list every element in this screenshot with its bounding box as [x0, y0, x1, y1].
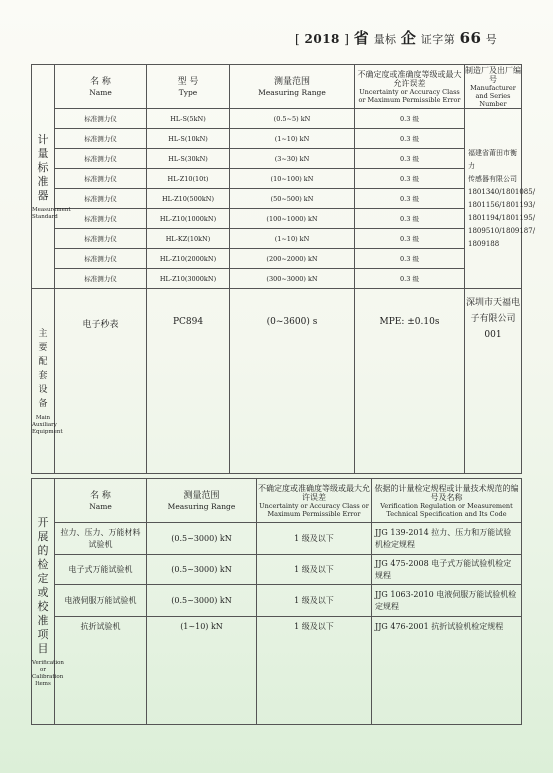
- table-row: 标准测力仪 HL-Z10(500kN) (50~500) kN 0.3 级: [32, 189, 522, 209]
- col-manufacturer-header: 制造厂及出厂编号 Manufacturer and Series Number: [465, 65, 521, 108]
- table-row: 标准测力仪 HL-KZ(10kN) (1~10) kN 0.3 级: [32, 229, 522, 249]
- cert-mid2: 企: [400, 29, 417, 47]
- col-type-header: 型 号 Type: [147, 65, 230, 109]
- aux-accuracy: MPE: ±0.10s: [355, 289, 465, 474]
- table-row: 电子式万能试验机 (0.5~3000) kN 1 级及以下 JJG 475-2008 电子式万能试验机检定规程: [32, 555, 522, 585]
- measurement-standard-label: 计量标准器 Measurement Standard: [32, 65, 55, 289]
- table-row: 电液伺服万能试验机 (0.5~3000) kN 1 级及以下 JJG 1063-2010 电液伺服万能试验机检定规程: [32, 585, 522, 617]
- aux-manufacturer: 深圳市天福电 子有限公司 001: [465, 289, 522, 474]
- items-col-name: 名 称 Name: [55, 479, 147, 523]
- col-name-header: 名 称 Name: [55, 65, 147, 109]
- table-row: 标准测力仪 HL-Z10(10t) (10~100) kN 0.3 级: [32, 169, 522, 189]
- table-row: 标准测力仪 HL-Z10(3000kN) (300~3000) kN 0.3 级: [32, 269, 522, 289]
- calibration-items-table: [31, 478, 522, 725]
- cert-suffix: 证字第: [420, 33, 456, 46]
- table-row: 标准测力仪 HL-Z10(1000kN) (100~1000) kN 0.3 级: [32, 209, 522, 229]
- items-col-regulation: 依据的计量检定规程或计量技术规范的编号及名称 Verification Regulation or Measurement Technical Specification and Its Code: [372, 479, 522, 523]
- table-row: 抗折试验机 (1~10) kN 1 级及以下 JJG 476-2001 抗折试验机检定规程: [32, 617, 522, 725]
- table-row: 标准测力仪 HL-S(5kN) (0.5~5) kN 0.3 级 福建省莆田市衡力 传感器有限公司 1801340/1801085/ 1801156/1801193/ 1801194/1801195/ 1809510/1809187/ 1809188: [32, 109, 522, 129]
- items-col-accuracy: 不确定度或准确度等级或最大允许误差 Uncertainty or Accuracy Class or Maximum Permissible Error: [257, 479, 372, 523]
- aux-range: (0~3600) s: [230, 289, 355, 474]
- aux-type: PC894: [147, 289, 230, 474]
- standards-table: [31, 64, 536, 474]
- cert-year: 2018: [304, 32, 340, 46]
- cert-prefix: 省: [353, 29, 370, 47]
- cert-number: 66: [459, 29, 482, 47]
- table-row: 标准测力仪 HL-S(30kN) (3~30) kN 0.3 级: [32, 149, 522, 169]
- calibration-items-label: 开展的检定或校准项目 Verification or Calibration Items: [32, 479, 55, 725]
- table-row: 拉力、压力、万能材料试验机 (0.5~3000) kN 1 级及以下 JJG 139-2014 拉力、压力和万能试验机检定规程: [32, 523, 522, 555]
- table-row: 标准测力仪 HL-S(10kN) (1~10) kN 0.3 级: [32, 129, 522, 149]
- cert-mid: 量标: [373, 33, 397, 46]
- certificate-header: [ 2018 ] 省 量标 企 证字第 66 号: [295, 29, 498, 47]
- auxiliary-equipment-label: 主要配套设备 Main Auxiliary Equipment: [32, 289, 55, 474]
- cert-end: 号: [485, 33, 498, 46]
- table-row: 标准测力仪 HL-Z10(2000kN) (200~2000) kN 0.3 级: [32, 249, 522, 269]
- items-col-range: 测量范围 Measuring Range: [147, 479, 257, 523]
- manufacturer-cell: 福建省莆田市衡力 传感器有限公司 1801340/1801085/ 1801156/1801193/ 1801194/1801195/ 1809510/1809187/ 1809188: [465, 109, 522, 289]
- aux-name: 电子秒表: [55, 289, 147, 474]
- col-range-header: 测量范围 Measuring Range: [230, 65, 355, 109]
- col-accuracy-header: 不确定度或准确度等级或最大允许误差 Uncertainty or Accuracy Class or Maximum Permissible Error: [355, 65, 465, 109]
